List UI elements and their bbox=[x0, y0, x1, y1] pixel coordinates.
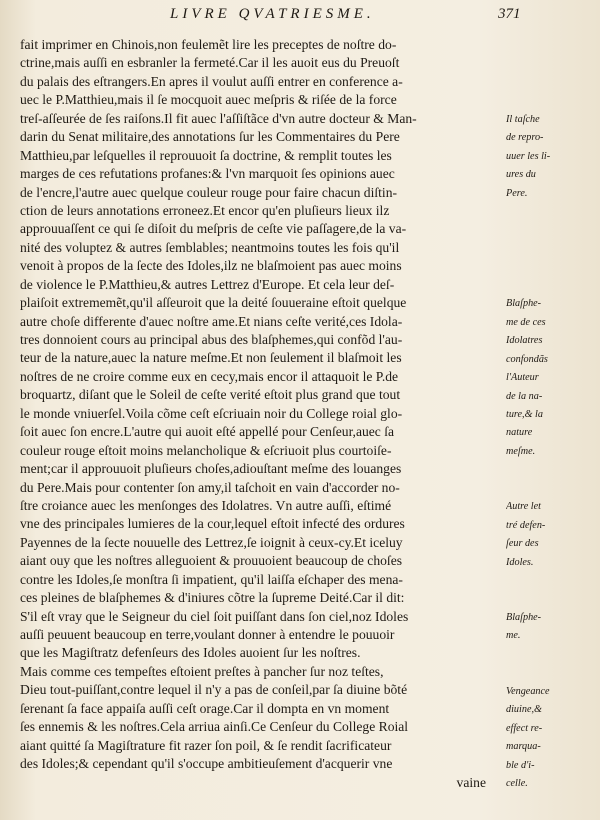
margin-note: Autre let bbox=[506, 501, 541, 513]
text-line: Payennes de la ſecte nouuelle des Lettrez,ſe ioignit à ceux-cy.Et iceluy bbox=[20, 534, 403, 550]
margin-note: ble d'i- bbox=[506, 759, 535, 771]
text-line: teur de la nature,auec la nature meſme.Et non ſeulement il blaſmoit les bbox=[20, 350, 402, 366]
catchword: vaine bbox=[456, 774, 486, 790]
margin-note: Pere. bbox=[506, 187, 528, 199]
text-line: nité des voluptez & autres ſemblables; neantmoins toutes les fois qu'il bbox=[20, 239, 400, 255]
text-line: aiant ouy que les noſtres alleguoient & prouuoient beaucoup de choſes bbox=[20, 553, 403, 569]
page-number: 371 bbox=[498, 6, 521, 22]
text-line: Dieu tout-puiſſant,contre lequel il n'y a pas de conſeil,par ſa diuine bõté bbox=[20, 682, 408, 698]
margin-note: meſme. bbox=[506, 445, 536, 457]
text-line: auſſi peuuent beaucoup en terre,voulant donner à entendre le pouuoir bbox=[20, 627, 395, 642]
margin-notes bbox=[506, 36, 598, 789]
margin-note: Blaſphe- bbox=[506, 611, 542, 623]
text-line: des Idoles;& cependant qu'il s'occupe ambitieuſement d'acquerir vne bbox=[20, 756, 393, 772]
text-line: broquartz, diſant que le Soleil de ceſte verité eſtoit plus grand que tout bbox=[20, 387, 401, 403]
margin-note: marqua- bbox=[506, 741, 541, 753]
text-line: ction de leurs annotations erroneez.Et encor qu'en pluſieurs lieux ilz bbox=[20, 202, 390, 218]
text-line: du palais des eſtrangers.En apres il voulut auſſi entrer en conference a- bbox=[20, 73, 403, 89]
main-text-block bbox=[20, 36, 500, 792]
text-line: ctrine,mais auſſi en esbranler la fermeté.Car il les auoit eus du Preuoſt bbox=[20, 55, 400, 71]
margin-note: Il taſche bbox=[506, 113, 540, 125]
margin-note: l'Auteur bbox=[506, 372, 539, 384]
margin-note: nature bbox=[506, 427, 533, 439]
text-line: le monde vniuerſel.Voila cõme ceſt eſcriuain noir du College roial glo- bbox=[20, 405, 403, 421]
text-line: ment;car il approuuoit pluſieurs choſes,adiouſtant meſme des louanges bbox=[20, 461, 402, 477]
text-line: couleur rouge eſtoit moins melancholique & eſcriuoit plus courtoiſe- bbox=[20, 442, 392, 458]
page-header bbox=[0, 6, 600, 36]
margin-note: confondãs bbox=[506, 353, 548, 365]
text-line: autre choſe differente d'auec noſtre ame.Et nians ceſte verité,ces Idola- bbox=[20, 313, 403, 329]
text-line: aiant quitté ſa Magiſtrature fit razer ſon poil, & ſe rendit ſacrificateur bbox=[20, 737, 392, 753]
margin-note: Vengeance bbox=[506, 685, 550, 697]
margin-note: Blaſphe- bbox=[506, 298, 542, 310]
margin-note: effect re- bbox=[506, 722, 543, 734]
text-line: contre les Idoles,ſe monſtra ſi impatient, qu'il laiſſa eſchaper des mena- bbox=[20, 571, 403, 587]
text-line: fait imprimer en Chinois,non feulemẽt lire les preceptes de noſtre do- bbox=[20, 37, 397, 52]
text-line: venoit à propos de la ſecte des Idoles,ilz ne blaſmoient pas auec moins bbox=[20, 258, 402, 274]
margin-note: de repro- bbox=[506, 132, 544, 144]
text-line: ſtre croiance auec les menſonges des Idolatres. Vn autre auſſi, eſtimé bbox=[20, 497, 392, 513]
margin-note: me de ces bbox=[506, 316, 546, 328]
margin-note: de la na- bbox=[506, 390, 543, 402]
text-line: uec le P.Matthieu,mais il ſe mocquoit auec meſpris & riſée de la force bbox=[20, 92, 397, 108]
text-line: ces pleines de blaſphemes & d'iniures cõtre la ſupreme Deité.Car il dit: bbox=[20, 590, 405, 606]
text-line: approuuaſſent ce qui ſe diſoit du meſpris de ceſte vie paſſagere,de la va- bbox=[20, 221, 407, 237]
text-line: du Pere.Mais pour contenter ſon amy,il taſchoit en vain d'accorder no- bbox=[20, 479, 400, 495]
text-line: de l'encre,l'autre auec quelque couleur rouge pour faire chacun diſtin- bbox=[20, 184, 398, 200]
text-line: ſes ennemis & les noſtres.Cela arriua ainſi.Ce Cenſeur du College Roial bbox=[20, 719, 409, 735]
text-line: noſtres de ne croire comme eux en cecy,mais encor il attaquoit le P.de bbox=[20, 368, 399, 384]
text-line: tres donnoient cours au principal abus des blaſphemes,qui confõd l'au- bbox=[20, 332, 403, 347]
margin-note: celle. bbox=[506, 778, 528, 789]
margin-note: diuine,& bbox=[506, 704, 542, 716]
margin-note: ſeur des bbox=[506, 538, 539, 550]
margin-note: ures du bbox=[506, 169, 536, 181]
text-line: darin du Senat militaire,des annotations ſur les Commentaires du Pere bbox=[20, 129, 400, 145]
margin-note: Idoles. bbox=[506, 556, 534, 568]
text-line: Matthieu,par leſquelles il reprouuoit ſa doctrine, & remplit toutes les bbox=[20, 147, 392, 163]
text-line: que les Magiſtratz defenſeurs des Idoles auoient ſur les noſtres. bbox=[20, 645, 361, 661]
margin-note: me. bbox=[506, 630, 521, 642]
text-line: de violence le P.Matthieu,& autres Lettrez d'Europe. Et cela leur deſ- bbox=[20, 276, 395, 292]
text-line: S'il eſt vray que le Seigneur du ciel ſoit puiſſant dans ſon ciel,noz Idoles bbox=[20, 608, 409, 624]
text-line: vne des principales lumieres de la cour,lequel eſtoit infecté des ordures bbox=[20, 516, 405, 532]
running-head: LIVRE QVATRIESME. bbox=[170, 6, 375, 22]
margin-note: Idolatres bbox=[506, 335, 543, 347]
margin-note: ture,& la bbox=[506, 409, 543, 420]
text-line: Mais comme ces tempeſtes eſtoient preſtes à pancher ſur noz teſtes, bbox=[20, 663, 384, 679]
text-line: ſoit auec ſon encre.L'autre qui auoit eſté appellé pour Cenſeur,auec ſa bbox=[20, 424, 395, 440]
text-line: plaiſoit extrememẽt,qu'il aſſeuroit que la deité ſouueraine eſtoit quelque bbox=[20, 295, 407, 311]
margin-note: uuer les li- bbox=[506, 150, 551, 162]
text-line: ſerenant ſa face appaiſa auſſi ceſt orage.Car il dompta en vn moment bbox=[20, 700, 390, 716]
text-line: treſ-aſſeurée de ſes raiſons.Il fit auec l'aſſiſtãce d'vn autre docteur & Man- bbox=[20, 110, 417, 126]
text-line: marges de ces refutations profanes:& l'vn marquoit ſes opinions auec bbox=[20, 166, 395, 182]
margin-note: tré defen- bbox=[506, 519, 546, 531]
